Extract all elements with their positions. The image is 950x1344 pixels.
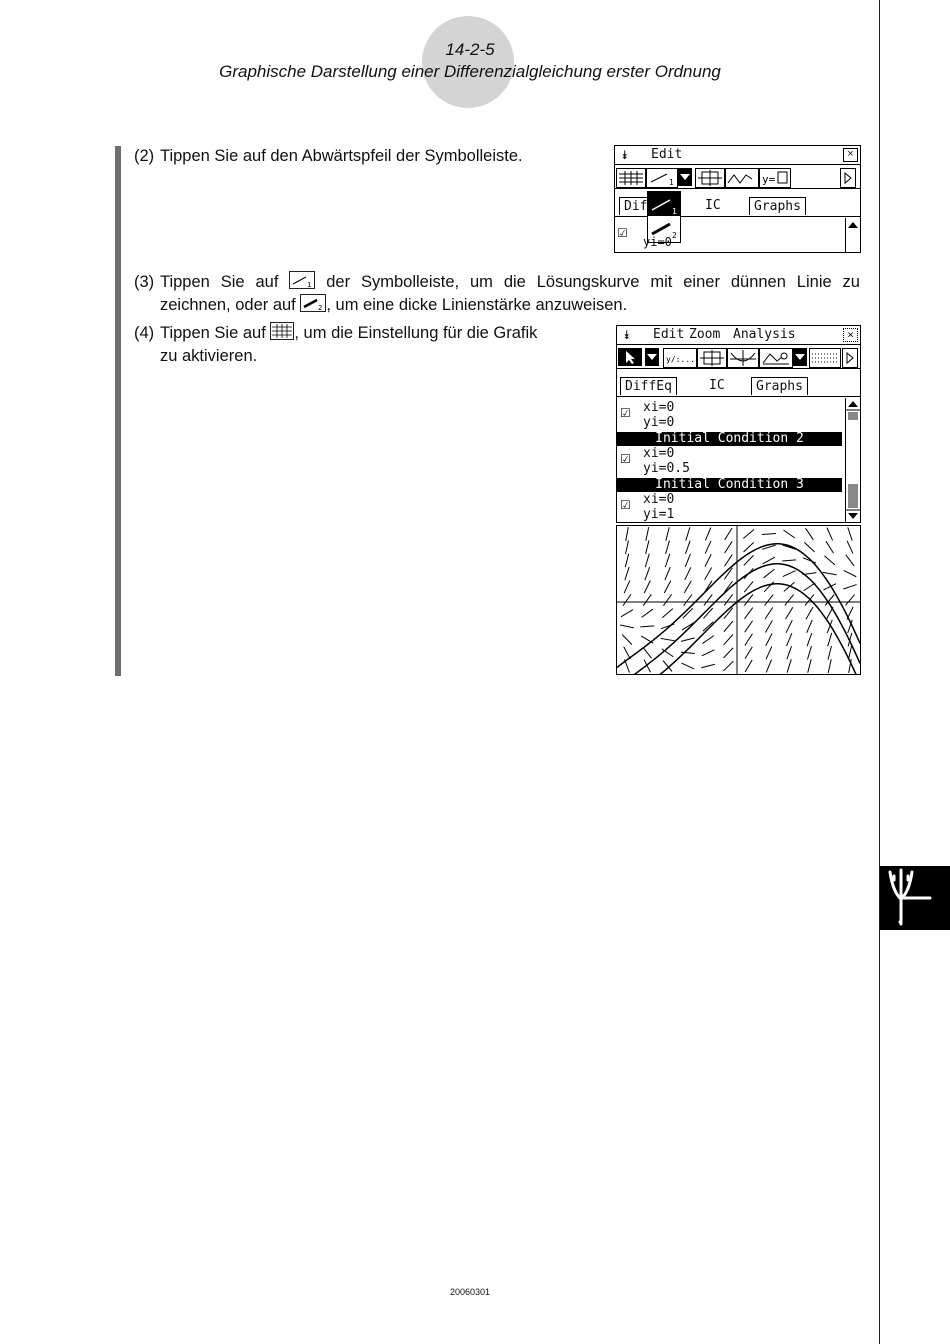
slope-segment xyxy=(744,581,753,592)
ic-band: Initial Condition 2 xyxy=(617,432,842,446)
thick-line-icon xyxy=(300,294,326,312)
zoom-box-icon[interactable] xyxy=(697,348,727,368)
ic-yi: yi=0.5 xyxy=(643,461,690,476)
slope-segment xyxy=(645,554,649,567)
slope-segment xyxy=(644,580,650,593)
scroll-arrow-icon[interactable] xyxy=(846,219,860,231)
slope-segment xyxy=(763,557,775,564)
step-number: (2) xyxy=(134,147,155,165)
step-text-line-1: Tippen Sie auf 1 der Symbolleiste, um die Lösungskurve mit einer dünnen Linie zu xyxy=(160,273,860,291)
slope-segment xyxy=(824,556,835,565)
slope-segment xyxy=(702,650,715,656)
menu-edit[interactable]: Edit xyxy=(651,147,683,162)
slope-segment xyxy=(704,594,712,605)
slope-segment xyxy=(828,646,831,660)
slope-segment xyxy=(745,634,753,646)
slope-segment xyxy=(681,638,695,642)
slope-segment xyxy=(684,594,692,605)
thin-line-icon[interactable] xyxy=(646,168,678,188)
section-marker-bar xyxy=(115,146,121,676)
checkbox-checked-icon[interactable]: ☑ xyxy=(617,226,628,240)
slope-segment xyxy=(844,570,856,576)
slope-segment xyxy=(745,647,752,659)
slope-segment xyxy=(723,661,733,671)
slope-segment xyxy=(745,621,753,633)
slope-segment xyxy=(848,646,851,660)
zoom-box-icon[interactable] xyxy=(695,168,725,188)
slope-segment xyxy=(762,533,776,534)
partial-row: yi=0 xyxy=(643,235,672,249)
checkbox-checked-icon[interactable]: ☑ xyxy=(620,406,631,420)
slope-segment xyxy=(624,580,630,593)
slope-segment xyxy=(621,610,633,617)
ic-xi: xi=0 xyxy=(643,446,675,461)
page-number: 14-2-5 xyxy=(445,40,495,59)
slope-segment xyxy=(705,554,711,566)
slope-segment xyxy=(622,635,632,645)
slope-segment xyxy=(645,567,650,580)
menu-edit[interactable]: Edit xyxy=(653,327,685,342)
double-chevron-down-icon[interactable]: ⯯ xyxy=(621,148,629,162)
thin-line-icon xyxy=(289,271,315,289)
slope-segment xyxy=(643,594,651,605)
slope-field-plot xyxy=(617,526,860,674)
slope-segment xyxy=(745,608,753,619)
dropdown-arrow-icon[interactable] xyxy=(678,168,692,186)
tab-graphs[interactable]: Graphs xyxy=(749,197,806,215)
scrollbar[interactable] xyxy=(845,218,860,252)
slope-segment xyxy=(807,633,812,646)
slope-segment xyxy=(705,528,710,541)
tab-bar xyxy=(617,376,860,397)
slope-segment xyxy=(766,646,772,659)
scrollbar[interactable] xyxy=(845,398,860,522)
scroll-right-arrow-icon[interactable] xyxy=(842,348,858,368)
menu-bar xyxy=(617,326,860,345)
slope-segment xyxy=(662,609,673,618)
slope-segment xyxy=(624,647,631,659)
slope-segment xyxy=(765,620,772,632)
slope-segment xyxy=(626,527,629,541)
slope-segment xyxy=(724,594,732,605)
slope-segment xyxy=(827,528,833,541)
slope-segment xyxy=(846,555,854,566)
slope-segment xyxy=(724,621,733,632)
slope-segment xyxy=(665,567,670,580)
scroll-right-arrow-icon[interactable] xyxy=(840,168,856,188)
slope-segment xyxy=(701,664,715,668)
slope-segment xyxy=(662,649,674,657)
checkbox-checked-icon[interactable]: ☑ xyxy=(620,498,631,512)
ic-xi: xi=0 xyxy=(643,400,675,415)
slope-segment xyxy=(625,567,629,580)
slope-segment xyxy=(785,595,794,606)
slope-segment xyxy=(724,555,732,567)
tab-ic[interactable]: IC xyxy=(709,378,725,393)
slope-segment xyxy=(782,560,796,561)
ic-yi: yi=1 xyxy=(643,507,675,522)
step-number: (4) xyxy=(134,324,155,342)
close-box-icon[interactable]: × xyxy=(843,148,858,162)
tab-ic[interactable]: IC xyxy=(705,198,721,213)
step-text-line-2: zu aktivieren. xyxy=(160,347,258,365)
slope-segment xyxy=(766,660,771,673)
chapter-tab-icon xyxy=(880,866,950,930)
slope-segment xyxy=(783,530,794,538)
slope-segment xyxy=(804,542,814,552)
slope-segment xyxy=(848,527,852,540)
svg-text:y=: y= xyxy=(762,173,776,186)
dropdown-item-thin[interactable] xyxy=(648,192,680,216)
slope-segment xyxy=(705,541,711,554)
slope-segment xyxy=(743,529,754,538)
dropdown-arrow-icon[interactable] xyxy=(645,348,659,366)
page-title: Graphische Darstellung einer Differenzialgleichung erster Ordnung xyxy=(219,62,721,81)
slope-segment xyxy=(806,528,814,540)
slope-segment xyxy=(725,528,732,540)
svg-text:2: 2 xyxy=(318,304,323,311)
slope-segment xyxy=(845,595,854,606)
ic-xi: xi=0 xyxy=(643,492,675,507)
svg-text:y/:...: y/:... xyxy=(666,355,695,364)
slope-segment xyxy=(640,626,654,627)
svg-text:1: 1 xyxy=(672,207,677,216)
solution-curve xyxy=(617,544,860,668)
slope-segment xyxy=(765,595,774,606)
slope-segment xyxy=(681,663,694,669)
step-number: (3) xyxy=(134,273,155,291)
solution-curve xyxy=(617,564,860,674)
slope-segment xyxy=(744,555,754,565)
slope-segment xyxy=(625,554,628,568)
toolbar xyxy=(617,346,860,369)
slope-segment xyxy=(847,541,853,554)
chapter-tab xyxy=(880,866,950,930)
tab-graphs[interactable]: Graphs xyxy=(751,377,808,395)
footer-code: 20060301 xyxy=(449,1287,491,1297)
slope-field-graph[interactable] xyxy=(616,525,861,675)
zoom-auto-icon[interactable] xyxy=(727,348,759,368)
close-box-icon[interactable]: × xyxy=(843,328,858,342)
step-text-line-1: Tippen Sie auf , um die Einstellung für die Grafik xyxy=(160,324,538,342)
slope-segment xyxy=(787,646,792,659)
slope-segment xyxy=(684,581,691,593)
menu-bar xyxy=(615,146,860,165)
slope-segment xyxy=(763,569,774,578)
slope-segment xyxy=(786,607,793,619)
slope-segment xyxy=(828,659,831,673)
svg-text:2: 2 xyxy=(672,231,677,240)
slope-segment xyxy=(642,609,653,617)
slope-segment xyxy=(828,633,832,646)
slope-segment xyxy=(764,582,774,592)
menu-zoom[interactable]: Zoom xyxy=(689,327,721,342)
slope-segment xyxy=(666,540,670,553)
tab-diffeq[interactable]: DiffEq xyxy=(620,377,677,395)
slope-segment xyxy=(663,594,671,605)
function-input-icon[interactable] xyxy=(663,348,697,368)
slope-segment xyxy=(724,634,733,644)
slope-segment xyxy=(702,636,714,644)
slope-segment xyxy=(626,540,629,554)
slope-segment xyxy=(786,633,791,646)
slope-segment xyxy=(787,659,791,672)
slope-segment xyxy=(666,527,669,541)
settings-grid-icon[interactable] xyxy=(616,168,646,188)
slope-segment xyxy=(620,625,634,628)
step-text: Tippen Sie auf den Abwärtspfeil der Symbolleiste. xyxy=(160,147,523,165)
slope-segment xyxy=(724,648,734,658)
settings-grid-icon xyxy=(270,322,294,340)
slope-segment xyxy=(686,527,690,540)
calculator-screen-1 xyxy=(614,145,861,253)
graph-table-icon[interactable] xyxy=(759,168,791,188)
slope-segment xyxy=(623,594,631,605)
ic-yi: yi=0 xyxy=(643,415,675,430)
slope-segment xyxy=(783,571,796,577)
svg-text:1: 1 xyxy=(307,281,312,288)
slope-segment xyxy=(646,540,649,554)
slope-segment xyxy=(807,646,811,659)
slope-segment xyxy=(745,660,752,672)
dropdown-arrow-icon[interactable] xyxy=(793,348,807,366)
step-text-line-2: zeichnen, oder auf 2 , um eine dicke Linienstärke anzuweisen. xyxy=(160,296,628,314)
slope-segment xyxy=(807,620,813,633)
grid-toggle-icon[interactable] xyxy=(809,348,841,368)
slope-segment xyxy=(765,607,773,619)
slope-segment xyxy=(685,541,690,554)
slope-segment xyxy=(823,572,837,574)
slope-segment xyxy=(766,633,772,645)
slope-segment xyxy=(685,567,691,580)
checkbox-checked-icon[interactable]: ☑ xyxy=(620,452,631,466)
slope-segment xyxy=(643,647,652,658)
toolbar xyxy=(615,166,860,189)
slope-segment xyxy=(705,568,712,580)
svg-text:1: 1 xyxy=(669,178,674,187)
double-chevron-down-icon[interactable]: ⯯ xyxy=(623,328,631,342)
slope-segment xyxy=(661,638,675,640)
calculator-screen-2 xyxy=(616,325,861,523)
slope-segment xyxy=(664,581,671,593)
function-graph-icon[interactable] xyxy=(725,168,759,188)
slope-segment xyxy=(843,585,856,589)
menu-analysis[interactable]: Analysis xyxy=(733,327,796,342)
ic-band: Initial Condition 3 xyxy=(617,478,842,492)
slope-segment xyxy=(826,541,834,553)
slope-segment xyxy=(786,620,792,633)
pointer-icon[interactable] xyxy=(618,348,642,366)
slope-segment xyxy=(806,607,813,619)
right-margin-rule xyxy=(879,0,880,1344)
slope-segment xyxy=(646,527,649,541)
slope-segment xyxy=(725,541,733,553)
slope-segment xyxy=(808,659,811,673)
tab-diffeq[interactable]: Dif xyxy=(619,197,652,215)
trace-icon[interactable] xyxy=(759,348,793,368)
slope-segment xyxy=(685,554,690,567)
slope-segment xyxy=(665,554,670,567)
